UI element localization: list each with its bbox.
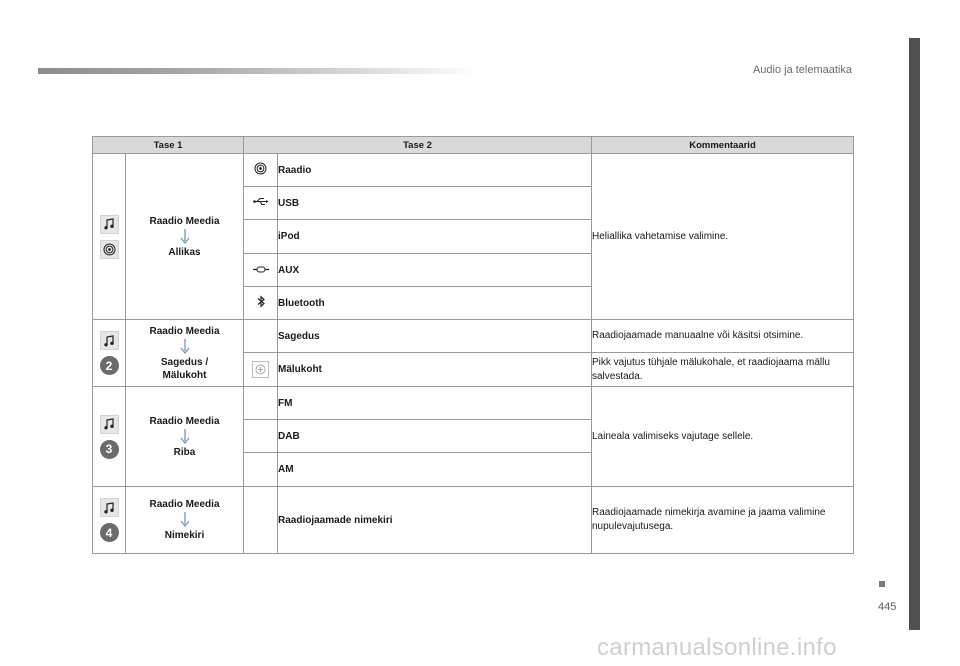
bluetooth-icon bbox=[257, 295, 265, 308]
arrow-down-icon bbox=[179, 229, 191, 245]
comment: Heliallika vahetamise valimine. bbox=[592, 154, 854, 320]
step-number-badge: 3 bbox=[100, 440, 119, 459]
comment: Raadiojaamade nimekirja avamine ja jaama valimine nupulevajutusega. bbox=[592, 487, 854, 554]
level2-label: FM bbox=[278, 387, 592, 420]
arrow-down-icon bbox=[179, 429, 191, 445]
empty-icon-cell bbox=[244, 453, 278, 487]
level2-label: USB bbox=[278, 187, 592, 220]
level1-icons bbox=[93, 387, 126, 487]
header-level1: Tase 1 bbox=[93, 137, 244, 154]
header-gradient-bar bbox=[38, 68, 478, 74]
empty-icon-cell bbox=[244, 387, 278, 420]
radio-waves-icon bbox=[254, 162, 267, 175]
music-note-icon bbox=[100, 498, 119, 517]
empty-icon-cell bbox=[244, 487, 278, 554]
header-level2: Tase 2 bbox=[244, 137, 592, 154]
plus-icon bbox=[252, 361, 269, 378]
level2-label: iPod bbox=[278, 220, 592, 254]
music-note-icon bbox=[100, 215, 119, 234]
section-title: Audio ja telemaatika bbox=[752, 64, 852, 76]
page-marker bbox=[879, 581, 885, 587]
watermark: carmanualsonline.info bbox=[597, 634, 837, 661]
level2-label: Sagedus bbox=[278, 320, 592, 353]
table-row bbox=[93, 154, 854, 187]
level1-label: Raadio Meedia Nimekiri bbox=[126, 487, 244, 554]
settings-table bbox=[92, 136, 854, 554]
level2-label: AUX bbox=[278, 254, 592, 287]
empty-icon-cell bbox=[244, 420, 278, 453]
comment: Laineala valimiseks vajutage sellele. bbox=[592, 387, 854, 487]
usb-icon bbox=[253, 197, 269, 206]
level1-icons bbox=[93, 320, 126, 387]
table-row bbox=[93, 487, 854, 554]
header-comments: Kommentaarid bbox=[592, 137, 854, 154]
level2-label: Bluetooth bbox=[278, 287, 592, 320]
aux-icon bbox=[253, 266, 269, 273]
arrow-down-icon bbox=[179, 339, 191, 355]
level2-label: DAB bbox=[278, 420, 592, 453]
level1-label: Raadio Meedia Riba bbox=[126, 387, 244, 487]
radio-waves-icon bbox=[100, 240, 119, 259]
empty-icon-cell bbox=[244, 320, 278, 353]
music-note-icon bbox=[100, 331, 119, 350]
step-number-badge: 4 bbox=[100, 523, 119, 542]
level1-label: Raadio Meedia Sagedus / Mälukoht bbox=[126, 320, 244, 387]
table-row bbox=[93, 320, 854, 353]
level1-icons bbox=[93, 154, 126, 320]
page-number: 445 bbox=[878, 601, 897, 613]
table-row bbox=[93, 387, 854, 420]
arrow-down-icon bbox=[179, 512, 191, 528]
step-number-badge: 2 bbox=[100, 356, 119, 375]
empty-icon-cell bbox=[244, 220, 278, 254]
level2-label: Raadiojaamade nimekiri bbox=[278, 487, 592, 554]
level1-icons bbox=[93, 487, 126, 554]
level2-label: AM bbox=[278, 453, 592, 487]
music-note-icon bbox=[100, 415, 119, 434]
level2-label: Raadio bbox=[278, 154, 592, 187]
comment: Raadiojaamade manuaalne või käsitsi otsimine. bbox=[592, 320, 854, 353]
page-edge-bar bbox=[909, 38, 920, 630]
comment: Pikk vajutus tühjale mälukohale, et raadiojaama mällu salvestada. bbox=[592, 353, 854, 387]
level2-label: Mälukoht bbox=[278, 353, 592, 387]
level1-label: Raadio Meedia Allikas bbox=[126, 154, 244, 320]
table-header-row bbox=[93, 137, 854, 154]
